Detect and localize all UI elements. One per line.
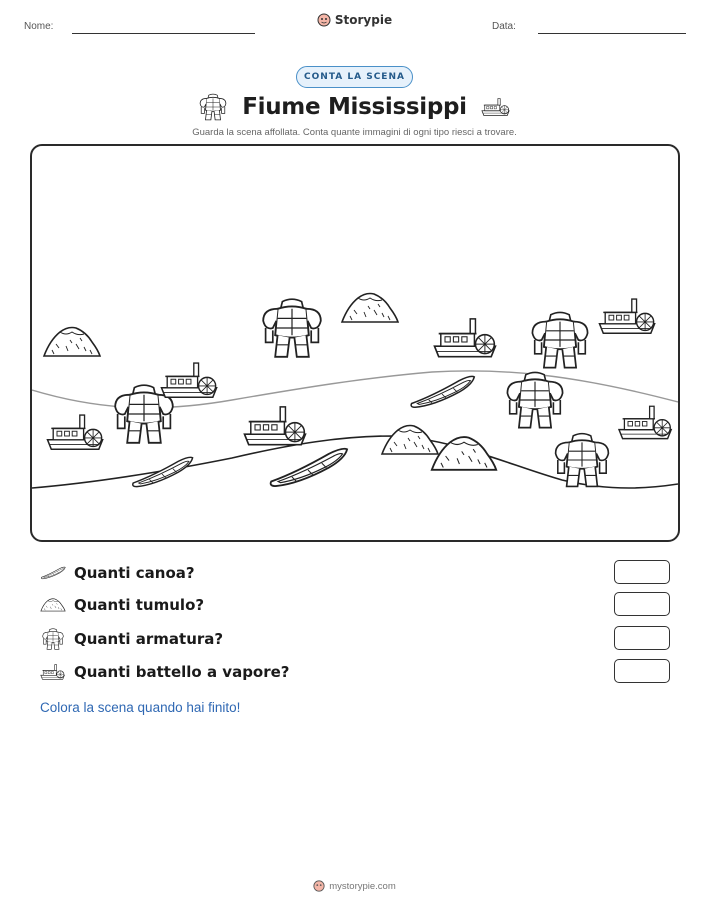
- armor-icon: [40, 628, 66, 650]
- question-label: Quanti canoa?: [74, 564, 195, 582]
- steamboat-icon: [619, 406, 671, 438]
- armor-icon: [507, 372, 562, 427]
- mound-icon: [432, 437, 496, 470]
- steamboat-icon: [48, 415, 103, 449]
- instructions: Guarda la scena affollata. Conta quante immagini di ogni tipo riesci a trovare.: [192, 127, 517, 138]
- mound-icon: [44, 328, 100, 357]
- footer: [0, 880, 709, 892]
- title-row: [0, 92, 709, 122]
- answer-box-steamboat[interactable]: [614, 659, 670, 683]
- answer-box-armor[interactable]: [614, 626, 670, 650]
- steamboat-icon: [481, 94, 511, 120]
- name-label: Nome:: [24, 21, 54, 32]
- footer-url[interactable]: mystorypie.com: [329, 880, 396, 892]
- counting-scene: [30, 144, 680, 542]
- date-line[interactable]: [538, 33, 686, 34]
- color-instruction: Colora la scena quando hai finito!: [40, 700, 241, 715]
- armor-icon: [198, 92, 228, 122]
- question-steamboat: [40, 659, 670, 685]
- question-label: Quanti tumulo?: [74, 596, 205, 614]
- name-line[interactable]: [72, 33, 255, 34]
- armor-icon: [532, 312, 587, 367]
- steamboat-icon: [162, 363, 217, 397]
- armor-icon: [556, 434, 609, 487]
- steamboat-icon: [435, 319, 496, 357]
- question-label: Quanti battello a vapore?: [74, 663, 290, 681]
- steamboat-icon: [40, 661, 66, 683]
- steamboat-icon: [600, 299, 655, 333]
- mound-icon: [342, 294, 398, 323]
- mound-icon: [40, 594, 66, 616]
- canoe-icon: [133, 457, 193, 486]
- brand-name: Storypie: [334, 13, 393, 27]
- question-label: Quanti armatura?: [74, 630, 224, 648]
- canoe-icon: [40, 562, 66, 584]
- armor-icon: [263, 299, 321, 357]
- storypie-mascot-icon: [313, 880, 325, 892]
- brand-logo: [0, 13, 709, 27]
- activity-badge: CONTA LA SCENA: [296, 66, 413, 88]
- question-armor: [40, 626, 670, 652]
- answer-box-mound[interactable]: [614, 592, 670, 616]
- steamboat-icon: [245, 407, 306, 445]
- storypie-mascot-icon: [317, 13, 331, 27]
- mound-icon: [382, 426, 438, 455]
- canoe-icon: [411, 376, 474, 407]
- canoe-icon: [271, 449, 347, 486]
- date-label: Data:: [492, 21, 516, 32]
- question-canoe: [40, 560, 670, 586]
- answer-box-canoe[interactable]: [614, 560, 670, 584]
- question-mound: [40, 592, 670, 618]
- page-title: Fiume Mississippi: [242, 94, 467, 120]
